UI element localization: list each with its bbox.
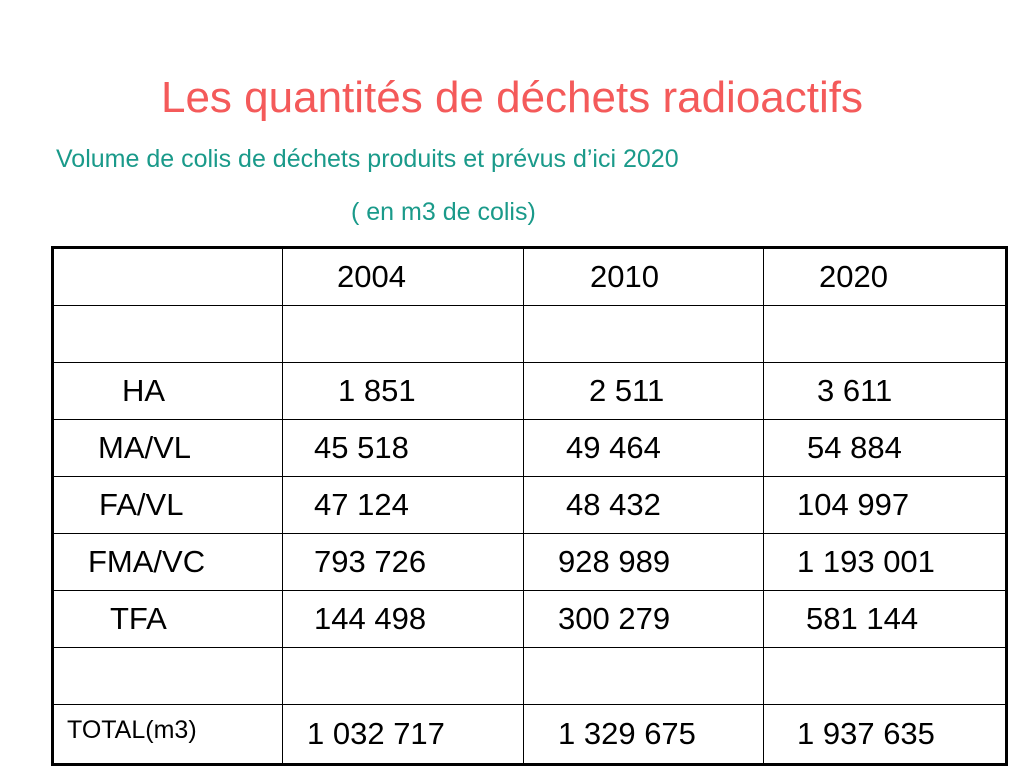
cell-value: 2 511: [524, 363, 764, 420]
table-row: [53, 477, 1007, 534]
waste-volume-table: [51, 246, 1008, 766]
table-row: [53, 420, 1007, 477]
total-value: 1 937 635: [764, 705, 1007, 765]
header-cell-2020: 2020: [764, 248, 1007, 306]
row-label: MA/VL: [53, 420, 283, 477]
header-cell-2004: 2004: [283, 248, 524, 306]
table-row: [53, 591, 1007, 648]
table-total-row: [53, 705, 1007, 765]
cell-value: [283, 648, 524, 705]
cell-value: [283, 306, 524, 363]
cell-value: 49 464: [524, 420, 764, 477]
cell-value: 47 124: [283, 477, 524, 534]
row-label: [53, 648, 283, 705]
cell-value: 1 851: [283, 363, 524, 420]
table-row: [53, 306, 1007, 363]
cell-value: 1 193 001: [764, 534, 1007, 591]
cell-value: 104 997: [764, 477, 1007, 534]
row-label: FMA/VC: [53, 534, 283, 591]
cell-value: [764, 306, 1007, 363]
cell-value: [764, 648, 1007, 705]
row-label: HA: [53, 363, 283, 420]
row-label: FA/VL: [53, 477, 283, 534]
table-row: [53, 534, 1007, 591]
cell-value: [524, 306, 764, 363]
total-value: 1 032 717: [283, 705, 524, 765]
cell-value: 144 498: [283, 591, 524, 648]
cell-value: 581 144: [764, 591, 1007, 648]
row-label: TFA: [53, 591, 283, 648]
cell-value: [524, 648, 764, 705]
total-value: 1 329 675: [524, 705, 764, 765]
cell-value: 928 989: [524, 534, 764, 591]
cell-value: 3 611: [764, 363, 1007, 420]
cell-value: 793 726: [283, 534, 524, 591]
cell-value: 48 432: [524, 477, 764, 534]
slide-subtitle: Volume de colis de déchets produits et prévus d’ici 2020: [56, 145, 679, 173]
header-cell-2010: 2010: [524, 248, 764, 306]
slide-title: Les quantités de déchets radioactifs: [160, 73, 863, 122]
table-header-row: [53, 248, 1007, 306]
cell-value: 300 279: [524, 591, 764, 648]
table-row: [53, 648, 1007, 705]
unit-note: ( en m3 de colis): [351, 198, 536, 226]
row-label: [53, 306, 283, 363]
cell-value: 54 884: [764, 420, 1007, 477]
total-label: TOTAL(m3): [53, 705, 283, 765]
cell-value: 45 518: [283, 420, 524, 477]
table-row: [53, 363, 1007, 420]
header-cell-empty: [53, 248, 283, 306]
